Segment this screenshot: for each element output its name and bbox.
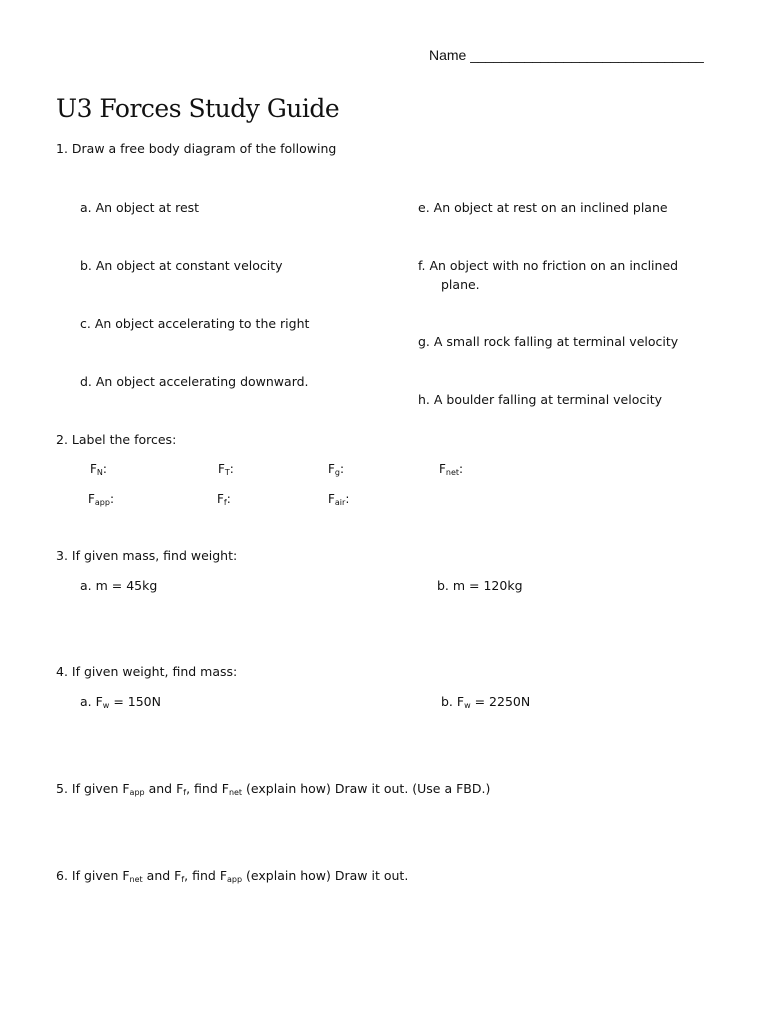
question-4-prompt: 4. If given weight, find mass: (56, 664, 238, 679)
q1-item-f-continued: plane. (441, 277, 480, 292)
q3-item-b: b. m = 120kg (437, 578, 523, 593)
q4-item-b: b. $F_w = 2250N$ (441, 694, 531, 710)
question-6-prompt: 6. If given $F_{net}$ and $F_f$, find $F_{app}$ (explain how) Draw it out. (56, 868, 409, 884)
force-normal-label: $F_N$: (90, 462, 107, 477)
name-field[interactable]: Name ______________________________ (429, 47, 704, 63)
force-applied-label: $F_{app}$: (88, 492, 115, 507)
force-tension-label: $F_T$: (218, 462, 234, 477)
force-friction-label: $F_f$: (217, 492, 231, 507)
q1-item-g: g. A small rock falling at terminal velocity (418, 334, 679, 349)
force-gravity-label: $F_g$: (328, 462, 345, 477)
q3-item-a: a. m = 45kg (80, 578, 158, 593)
force-air-label: $F_{air}$: (328, 492, 350, 507)
q1-item-e: e. An object at rest on an inclined plane (418, 200, 668, 215)
page-title: U3 Forces Study Guide (56, 94, 340, 123)
q1-item-d: d. An object accelerating downward. (80, 374, 309, 389)
question-1-prompt: 1. Draw a free body diagram of the following (56, 141, 337, 156)
q1-item-a: a. An object at rest (80, 200, 200, 215)
q1-item-c: c. An object accelerating to the right (80, 316, 310, 331)
q4-item-a: a. $F_w = 150N$ (80, 694, 161, 710)
q1-item-f: f. An object with no friction on an inclined (418, 258, 679, 273)
force-net-label: $F_{net}$: (439, 462, 464, 477)
q1-item-h: h. A boulder falling at terminal velocity (418, 392, 662, 407)
question-2-prompt: 2. Label the forces: (56, 432, 177, 447)
question-3-prompt: 3. If given mass, find weight: (56, 548, 238, 563)
question-5-prompt: 5. If given $F_{app}$ and $F_f$, find $F_{net}$ (explain how) Draw it out. (Use a FBD.) (56, 781, 491, 797)
q1-item-b: b. An object at constant velocity (80, 258, 283, 273)
